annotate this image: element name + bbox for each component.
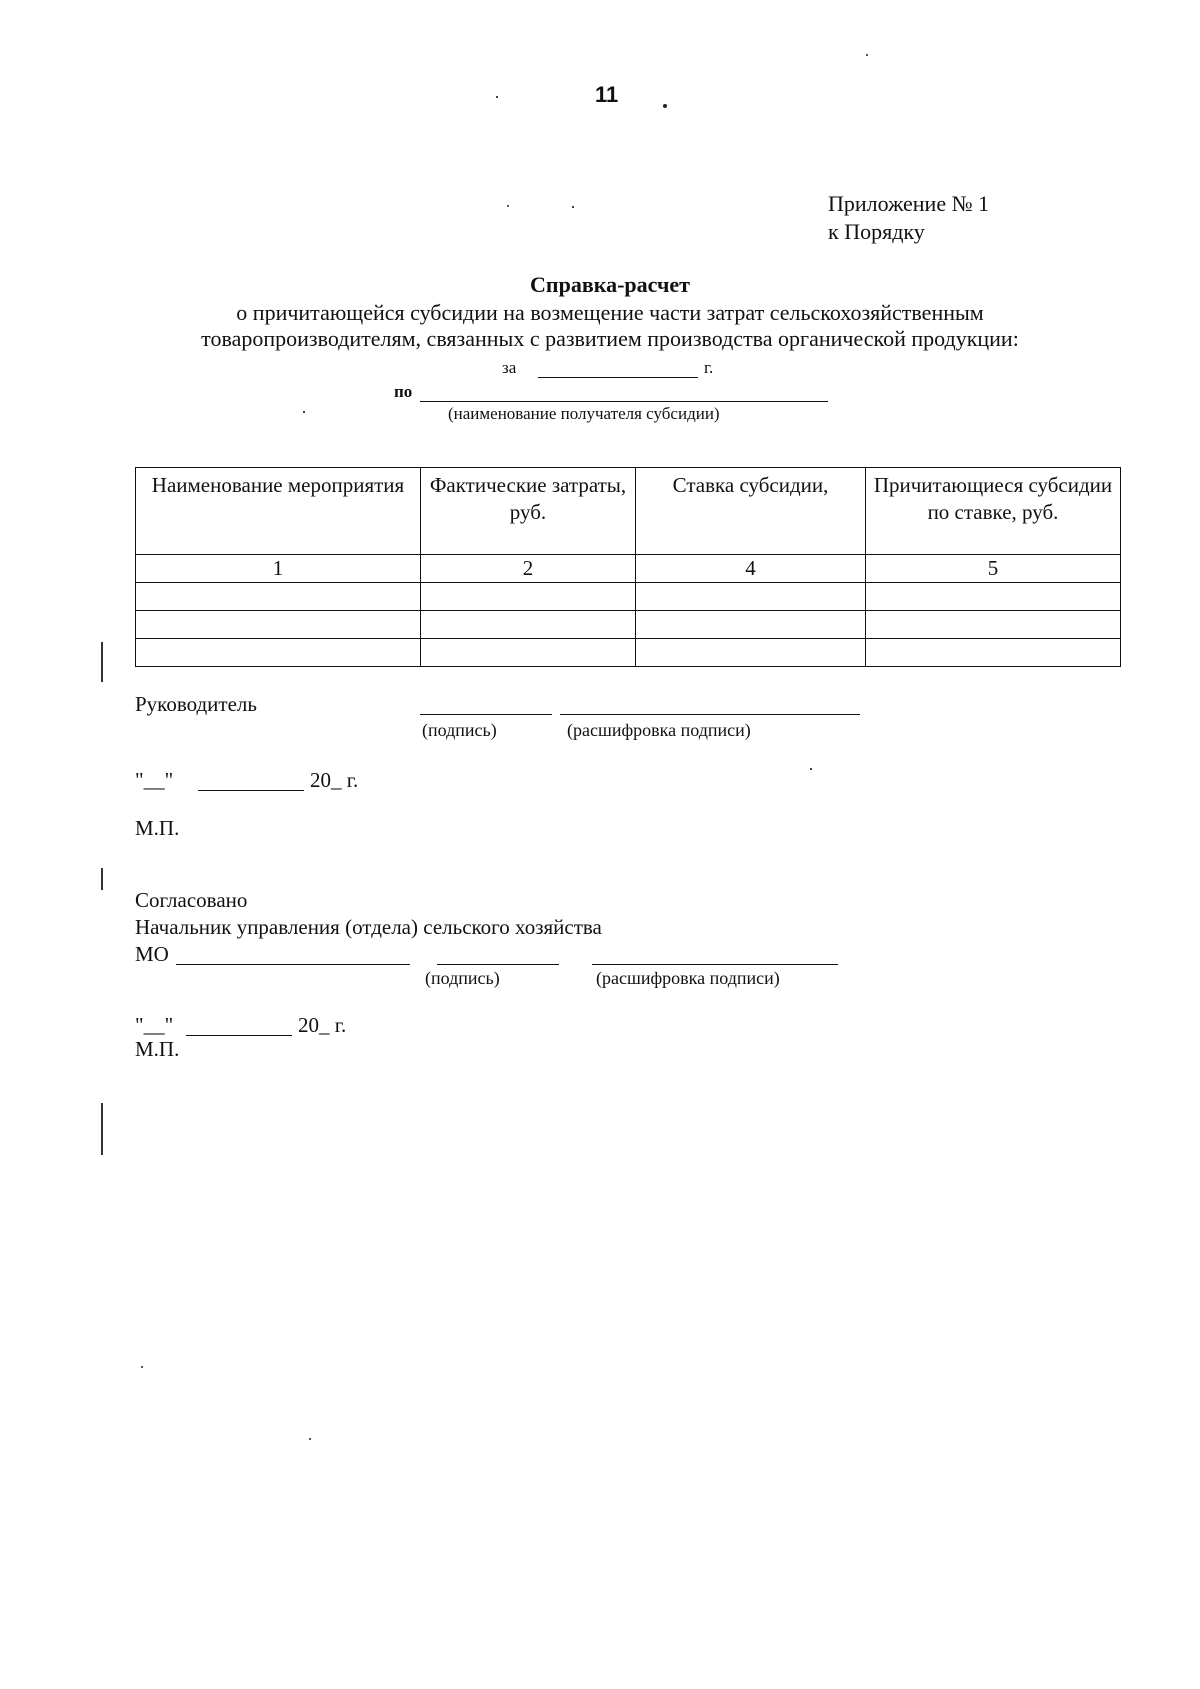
table-cell[interactable]	[866, 611, 1121, 639]
column-number: 2	[421, 555, 636, 583]
calculation-table	[135, 467, 1121, 667]
subtitle-line-1: о причитающейся субсидии на возмещение части затрат сельскохозяйственным	[236, 300, 984, 325]
recipient-blank[interactable]	[420, 401, 828, 402]
approval-stamp: М.П.	[135, 1037, 180, 1061]
document-title: Справка-расчет	[530, 272, 690, 297]
table-cell[interactable]	[136, 583, 421, 611]
approval-position: Начальник управления (отдела) сельского хозяйства	[135, 915, 602, 939]
approval-signature-blank[interactable]	[437, 964, 559, 965]
page-number: 11	[595, 82, 619, 107]
table-row	[136, 611, 1121, 639]
approval-date-year: 20_ г.	[298, 1013, 347, 1037]
header-subsidy-rate: Ставка субсидии,	[636, 468, 866, 555]
head-date-month-blank[interactable]	[198, 790, 304, 791]
scan-speck	[309, 1438, 311, 1440]
table-cell[interactable]	[636, 639, 866, 667]
column-number: 1	[136, 555, 421, 583]
table-cell[interactable]	[866, 639, 1121, 667]
table-cell[interactable]	[636, 611, 866, 639]
appendix-number: Приложение № 1	[828, 191, 990, 216]
period-suffix: г.	[704, 358, 714, 377]
period-prefix: за	[502, 358, 517, 377]
table-cell[interactable]	[136, 611, 421, 639]
head-date-day: "__"	[135, 768, 174, 792]
header-due-subsidy: Причитающиеся субсидии по ставке, руб.	[866, 468, 1121, 555]
table-header-row	[136, 468, 1121, 555]
head-label: Руководитель	[135, 692, 257, 716]
header-actual-costs: Фактические затраты, руб.	[421, 468, 636, 555]
head-signature-caption: (подпись)	[422, 720, 497, 740]
document-subtitle	[0, 300, 1200, 352]
table-cell[interactable]	[136, 639, 421, 667]
column-number: 4	[636, 555, 866, 583]
appendix-reference	[828, 190, 989, 246]
table-cell[interactable]	[866, 583, 1121, 611]
column-number: 5	[866, 555, 1121, 583]
recipient-caption: (наименование получателя субсидии)	[448, 404, 720, 423]
table-cell[interactable]	[421, 583, 636, 611]
scan-speck	[572, 206, 574, 208]
scan-margin-mark	[101, 642, 103, 682]
scan-speck	[141, 1366, 143, 1368]
approval-name-blank[interactable]	[592, 964, 838, 965]
table-cell[interactable]	[636, 583, 866, 611]
scan-speck	[496, 96, 498, 98]
table-row	[136, 583, 1121, 611]
table-row	[136, 639, 1121, 667]
subtitle-line-2: товаропроизводителям, связанных с развитием производства органической продукции:	[201, 326, 1019, 351]
table-cell[interactable]	[421, 611, 636, 639]
head-name-blank[interactable]	[560, 714, 860, 715]
head-name-caption: (расшифровка подписи)	[567, 720, 751, 740]
scan-speck	[810, 768, 812, 770]
recipient-prefix: по	[394, 382, 413, 401]
table-cell[interactable]	[421, 639, 636, 667]
scan-speck	[507, 205, 509, 207]
period-blank[interactable]	[538, 377, 698, 378]
approval-date-month-blank[interactable]	[186, 1035, 292, 1036]
head-signature-blank[interactable]	[420, 714, 552, 715]
approval-mo-blank[interactable]	[176, 964, 410, 965]
approval-signature-caption: (подпись)	[425, 968, 500, 988]
approval-name-caption: (расшифровка подписи)	[596, 968, 780, 988]
scan-speck	[303, 411, 305, 413]
approval-mo-label: МО	[135, 942, 169, 966]
approval-label: Согласовано	[135, 888, 248, 912]
head-stamp: М.П.	[135, 816, 180, 840]
scan-speck	[866, 54, 868, 56]
scan-margin-mark	[101, 1103, 103, 1155]
approval-date-day: "__"	[135, 1013, 174, 1037]
scan-margin-mark	[101, 868, 103, 890]
column-number-row	[136, 555, 1121, 583]
scan-speck	[663, 104, 667, 108]
appendix-order: к Порядку	[828, 219, 925, 244]
header-event-name: Наименование мероприятия	[136, 468, 421, 555]
head-date-year: 20_ г.	[310, 768, 359, 792]
